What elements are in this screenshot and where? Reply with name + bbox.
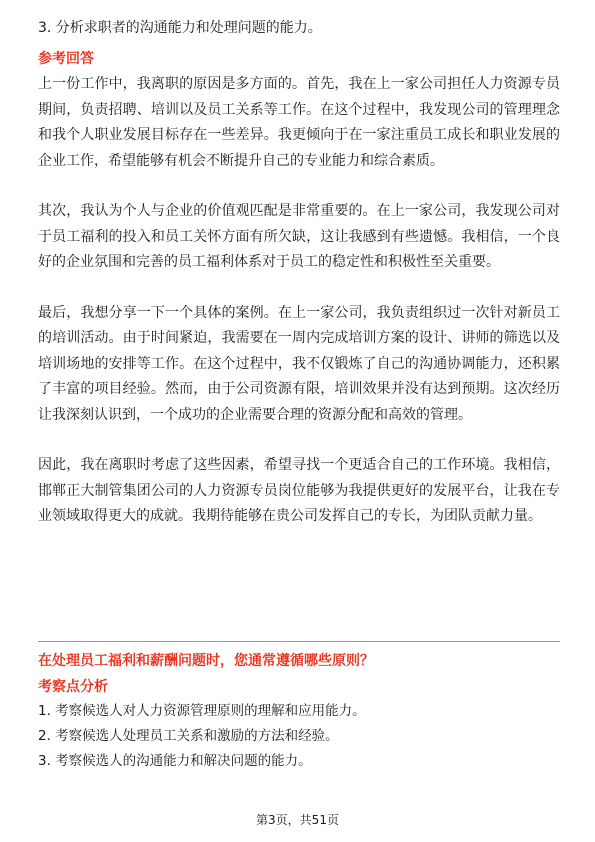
answer-paragraph-1: 上一份工作中，我离职的原因是多方面的。首先，我在上一家公司担任人力资源专员期间，负责招聘、培训以及员工关系等工作。在这个过程中，我发现公司的管理理念和我个人职业发展目标存在一些差异。我更倾向于在一家注重员工成长和职业发展的企业工作，希望能够有机会不断提升自己的专业能力和综合素质。 <box>38 76 560 169</box>
section-divider <box>38 641 560 642</box>
answer-paragraph-2: 其次，我认为个人与企业的价值观匹配是非常重要的。在上一家公司，我发现公司对于员工福利的投入和员工关怀方面有所欠缺，这让我感到有些遗憾。我相信，一个良好的企业氛围和完善的员工福利体系对于员工的稳定性和积极性至关重要。 <box>38 203 560 270</box>
question-section <box>38 651 560 771</box>
answer-paragraph-4: 因此，我在离职时考虑了这些因素，希望寻找一个更适合自己的工作环境。我相信，邯郸正大制管集团公司的人力资源专员岗位能够为我提供更好的发展平台，让我在专业领域取得更大的成就。我期待能够在贵公司发挥自己的专长，为团队贡献力量。 <box>38 457 560 524</box>
question-title: 在处理员工福利和薪酬问题时，您通常遵循哪些原则？ <box>38 653 374 669</box>
page-number: 第3页，共51页 <box>256 813 339 827</box>
answer-section <box>38 18 560 530</box>
analysis-item-1: 1. 考察候选人对人力资源管理原则的理解和应用能力。 <box>38 703 366 719</box>
analysis-item-2: 2. 考察候选人处理员工关系和激励的方法和经验。 <box>38 728 339 744</box>
analysis-item-3: 3. 考察候选人的沟通能力和解决问题的能力。 <box>38 753 312 769</box>
top-list-item: 3. 分析求职者的沟通能力和处理问题的能力。 <box>38 20 322 36</box>
answer-paragraph-3: 最后，我想分享一下一个具体的案例。在上一家公司，我负责组织过一次针对新员工的培训活动。由于时间紧迫，我需要在一周内完成培训方案的设计、讲师的筛选以及培训场地的安排等工作。在这个过程中，我不仅锻炼了自己的沟通协调能力，还积累了丰富的项目经验。然而，由于公司资源有限，培训效果并没有达到预期。这次经历让我深刻认识到，一个成功的企业需要合理的资源分配和高效的管理。 <box>38 304 560 423</box>
answer-heading: 参考回答 <box>38 51 94 67</box>
analysis-heading: 考察点分析 <box>38 679 108 695</box>
